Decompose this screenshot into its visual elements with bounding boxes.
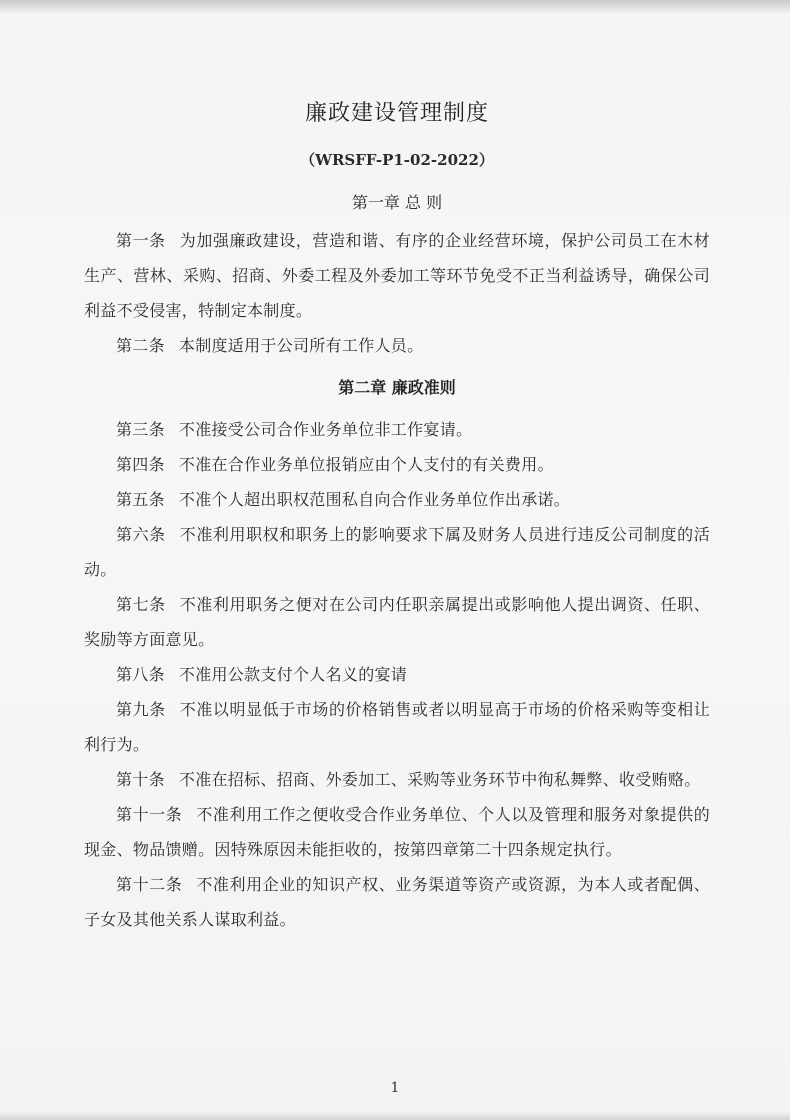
- article-text: 不准利用企业的知识产权、业务渠道等资产或资源，为本人或者配偶、子女及其他关系人谋取利益。: [84, 875, 710, 929]
- article-11: [84, 797, 710, 867]
- article-12: [84, 867, 710, 937]
- article-number: 第十二条: [116, 875, 183, 894]
- chapter-heading-1: 第一章 总 则: [351, 193, 443, 212]
- article-text: 不准利用职务之便对在公司内任职亲属提出或影响他人提出调资、任职、奖励等方面意见。: [84, 595, 710, 649]
- article-text: 不准用公款支付个人名义的宴请: [178, 665, 408, 684]
- chapter-heading-2: 第二章 廉政准则: [338, 378, 456, 397]
- article-4: [84, 447, 710, 482]
- article-5: [84, 482, 710, 517]
- page-number: 1: [390, 1080, 400, 1096]
- article-text: 不准利用工作之便收受合作业务单位、个人以及管理和服务对象提供的现金、物品馈赠。因特殊原因未能拒收的，按第四章第二十四条规定执行。: [84, 805, 710, 859]
- article-text: 不准以明显低于市场的价格销售或者以明显高于市场的价格采购等变相让利行为。: [84, 700, 710, 754]
- article-6: [84, 517, 710, 587]
- scan-edge-shadow: [0, 0, 790, 14]
- article-text: 不准利用职权和职务上的影响要求下属及财务人员进行违反公司制度的活动。: [84, 525, 710, 579]
- article-text: 不准在合作业务单位报销应由个人支付的有关费用。: [178, 455, 554, 474]
- article-number: 第三条: [116, 420, 165, 439]
- article-10: [84, 762, 710, 797]
- article-number: 第四条: [116, 455, 165, 474]
- article-number: 第九条: [116, 700, 166, 719]
- article-number: 第一条: [116, 231, 166, 250]
- article-number: 第二条: [116, 336, 165, 355]
- document-body: [84, 96, 710, 937]
- article-text: 本制度适用于公司所有工作人员。: [178, 336, 424, 355]
- article-8: [84, 657, 710, 692]
- article-number: 第五条: [116, 490, 165, 509]
- article-text: 不准在招标、招商、外委加工、采购等业务环节中徇私舞弊、收受贿赂。: [178, 770, 701, 789]
- article-1: [84, 223, 710, 328]
- document-code: （WRSFF-P1-02-2022）: [300, 151, 494, 169]
- scan-bottom-edge: [0, 1112, 790, 1120]
- article-number: 第八条: [116, 665, 165, 684]
- article-text: 为加强廉政建设，营造和谐、有序的企业经营环境，保护公司员工在木材生产、营林、采购、招商、外委工程及外委加工等环节免受不正当利益诱导，确保公司利益不受侵害，特制定本制度。: [84, 231, 710, 320]
- article-number: 第六条: [116, 525, 166, 544]
- article-2: [84, 328, 710, 363]
- article-7: [84, 587, 710, 657]
- article-number: 第七条: [116, 595, 166, 614]
- article-3: [84, 412, 710, 447]
- article-text: 不准个人超出职权范围私自向合作业务单位作出承诺。: [178, 490, 571, 509]
- article-9: [84, 692, 710, 762]
- article-text: 不准接受公司合作业务单位非工作宴请。: [178, 420, 473, 439]
- article-number: 第十条: [116, 770, 165, 789]
- article-number: 第十一条: [116, 805, 183, 824]
- document-title: 廉政建设管理制度: [304, 101, 489, 126]
